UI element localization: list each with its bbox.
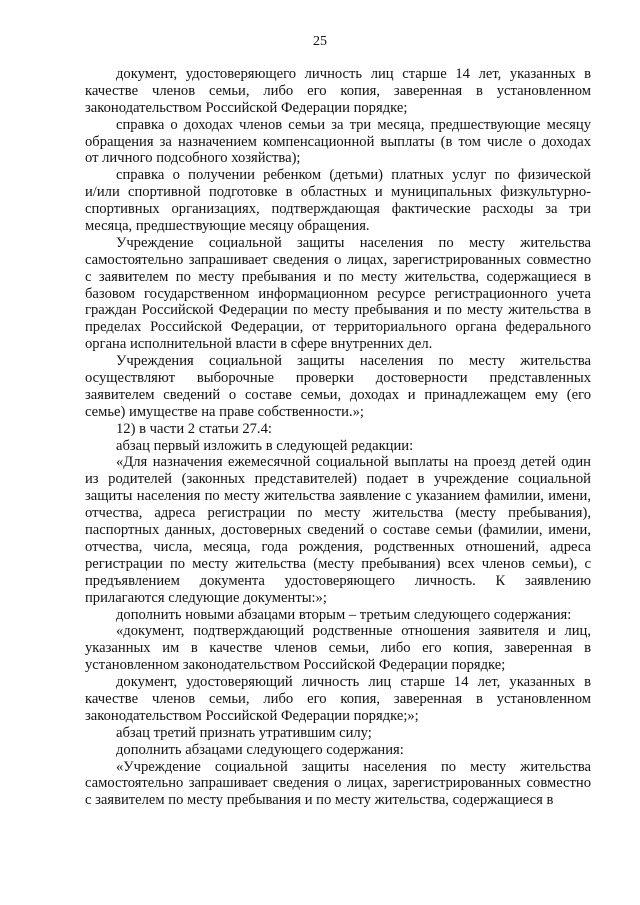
text-line: Учреждения социальной защиты населения по месту жительства — [116, 353, 591, 370]
text-line: отчества, адреса регистрации по месту жительства (месту пребывания), — [85, 505, 591, 522]
text-line: законодательством Российской Федерации порядке;»; — [85, 707, 419, 724]
text-line: из родителей (законных представителей) подает в учреждение социальной — [85, 471, 591, 488]
text-line: законодательством Российской Федерации порядке; — [85, 99, 408, 116]
text-line: 12) в части 2 статьи 27.4: — [116, 420, 272, 437]
paragraph — [85, 421, 591, 438]
text-line: документ, удостоверяющего личность лиц старше 14 лет, указанных в — [116, 66, 591, 82]
text-line: дополнить абзацами следующего содержания: — [116, 741, 404, 758]
paragraph — [85, 438, 591, 455]
text-line: абзац первый изложить в следующей редакции: — [116, 437, 414, 454]
text-line: защиты населения по месту жительства заявление с указанием фамилии, имени, — [85, 488, 591, 505]
page-number: 25 — [313, 34, 327, 49]
text-line: спортивных организациях, подтверждающая фактические расходы за три — [85, 201, 591, 218]
text-line: предъявлением документа удостоверяющего личность. К заявлению — [85, 572, 591, 589]
paragraph — [85, 623, 591, 674]
text-line: пределах Российской Федерации, от территориального органа федерального — [85, 319, 591, 336]
text-line: регистрации по месту жительства (месту пребывания) всех членов семьи), с — [85, 555, 591, 572]
document-body — [85, 66, 591, 809]
text-line: справка о доходах членов семьи за три месяца, предшествующие месяцу — [116, 116, 591, 133]
text-line: самостоятельно запрашивает сведения о лицах, зарегистрированных совместно — [85, 251, 591, 268]
text-line: установленном законодательством Российской Федерации порядке; — [85, 657, 506, 674]
text-line: месяца, предшествующие месяцу обращения. — [85, 218, 370, 235]
text-line: самостоятельно запрашивает сведения о лицах, зарегистрированных совместно — [85, 775, 591, 792]
text-line: семье) имуществе на праве собственности.»; — [85, 403, 364, 420]
text-line: базовом государственном информационном ресурсе регистрационного учета — [85, 285, 591, 302]
text-line: осуществляют выборочные проверки достоверности представленных — [85, 370, 591, 387]
text-line: «документ, подтверждающий родственные отношения заявителя и лиц, — [116, 623, 591, 640]
text-line: «Учреждение социальной защиты населения по месту жительства — [116, 758, 591, 775]
text-line: качестве членов семьи, либо его копия, заверенная в установленном — [85, 82, 591, 99]
text-line: обращения за назначением компенсационной выплаты (в том числе о доходах — [85, 133, 591, 150]
text-line: отчества, числа, месяца, года рождения, родственных отношений, адреса — [85, 538, 591, 555]
paragraph — [85, 235, 591, 353]
text-line: «Для назначения ежемесячной социальной выплаты на проезд детей один — [116, 454, 591, 471]
paragraph — [85, 742, 591, 759]
text-line: абзац третий признать утратившим силу; — [116, 724, 372, 741]
text-line: паспортных данных, достоверных сведений о составе семьи (фамилии, имени, — [85, 522, 591, 539]
text-line: с заявителем по месту пребывания и по месту жительства, содержащиеся в — [85, 792, 554, 809]
text-line: органа исполнительной власти в сфере внутренних дел. — [85, 336, 433, 353]
paragraph — [85, 759, 591, 810]
text-line: дополнить новыми абзацами вторым – третьим следующего содержания: — [116, 606, 572, 623]
text-line: Учреждение социальной защиты населения по месту жительства — [116, 234, 591, 251]
paragraph — [85, 607, 591, 624]
text-line: заявителем сведений о составе семьи, доходах и принадлежащем ему (его — [85, 386, 591, 403]
paragraph — [85, 725, 591, 742]
text-line: с заявителем по месту пребывания и по месту жительства, содержащиеся в — [85, 268, 591, 285]
text-line: и/или спортивной подготовке в областных и муниципальных физкультурно- — [85, 184, 591, 201]
paragraph — [85, 167, 591, 235]
paragraph — [85, 454, 591, 606]
text-line: прилагаются следующие документы:»; — [85, 589, 327, 606]
text-line: документ, удостоверяющий личность лиц старше 14 лет, указанных в — [116, 674, 591, 691]
paragraph — [85, 117, 591, 168]
text-line: граждан Российской Федерации по месту пребывания и по месту жительства в — [85, 302, 591, 319]
text-line: справка о получении ребенком (детьми) платных услуг по физической — [116, 167, 591, 184]
paragraph — [85, 353, 591, 421]
paragraph — [85, 674, 591, 725]
paragraph — [85, 66, 591, 117]
text-line: от личного подсобного хозяйства); — [85, 150, 301, 167]
text-line: указанных им в качестве членов семьи, либо его копия, заверенная в — [85, 640, 591, 657]
text-line: качестве членов семьи, либо его копия, заверенная в установленном — [85, 690, 591, 707]
